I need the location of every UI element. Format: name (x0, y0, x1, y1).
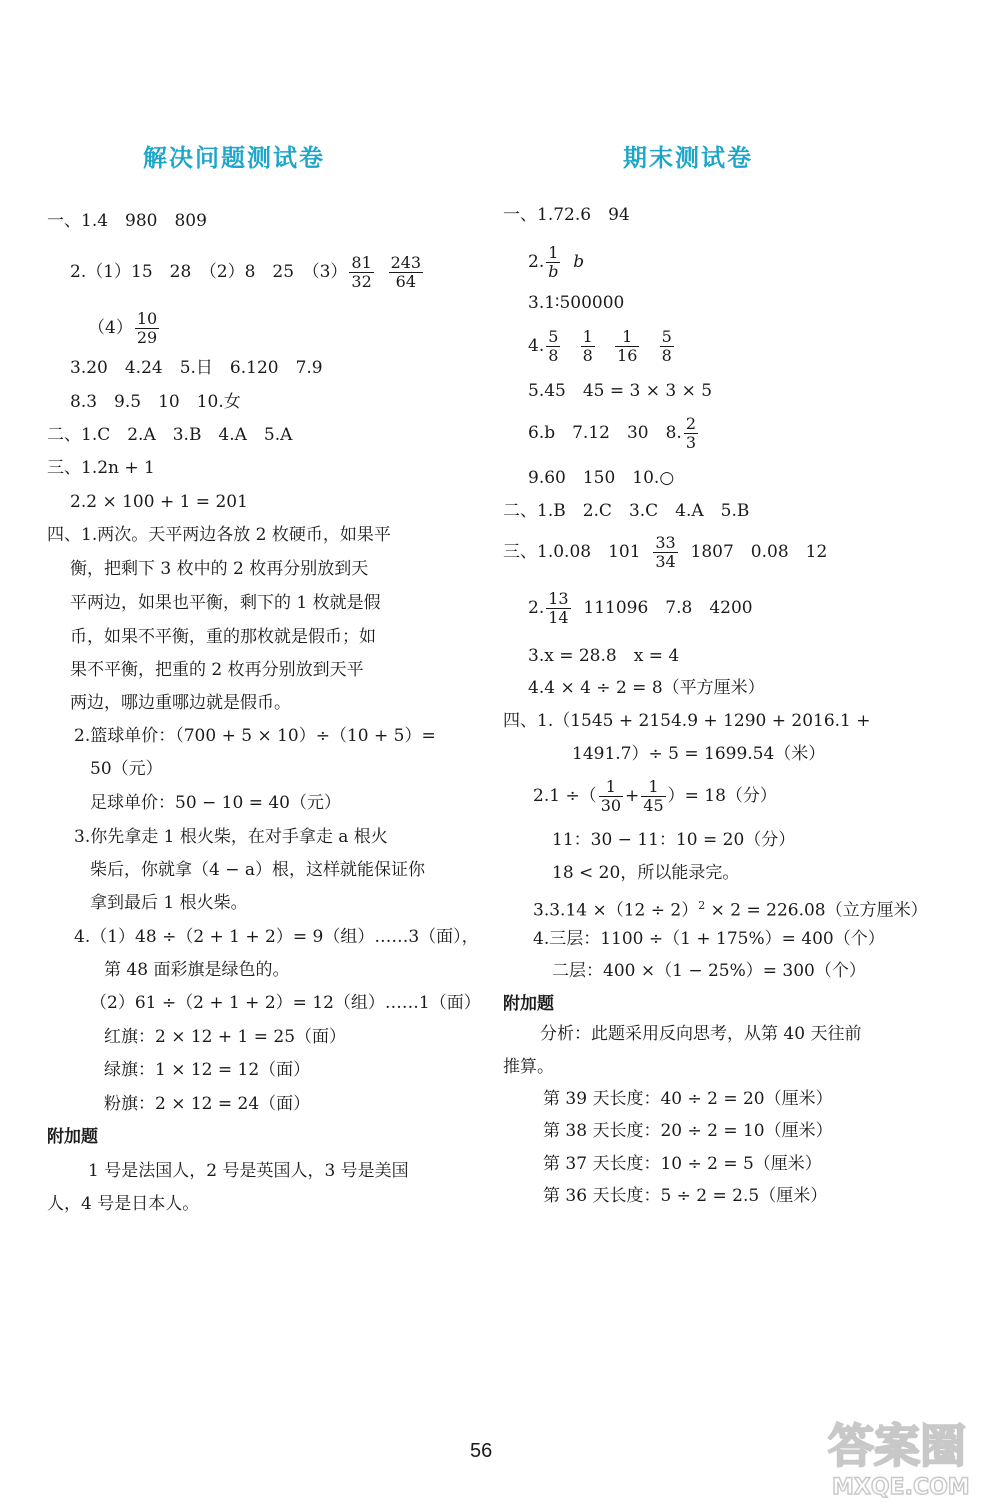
fraction-1-8: $\frac{1}{8}$ (582, 327, 593, 365)
watermark-logo (822, 1410, 992, 1502)
right-line-12: 4.4 × 4 ÷ 2 = 8（平方厘米） (528, 678, 765, 698)
right-line-23: 推算。 (503, 1057, 554, 1077)
right-line-24: 第 39 天长度：40 ÷ 2 = 20（厘米） (543, 1089, 833, 1109)
right-line-5: 5.45 45 = 3 × 3 × 5 (528, 381, 713, 401)
plus-sign: + (625, 786, 640, 806)
right-line-10-rest: 111096 7.8 4200 (583, 598, 753, 618)
right-line-6-text: 6.b 7.12 30 8. (528, 423, 682, 443)
left-line-17: 足球单价：50 − 10 = 40（元） (90, 793, 341, 813)
left-line-3 (88, 310, 161, 347)
watermark-text-cn: 答案圈 (828, 1419, 966, 1473)
right-line-2-var: b (573, 252, 585, 272)
right-section-title: 期末测试卷 (623, 143, 753, 172)
right-line-13: 四、1.（1545 + 2154.9 + 1290 + 2016.1 + (503, 711, 871, 731)
watermark-text-url: MXQE.COM (832, 1475, 970, 1500)
left-line-22: 第 48 面彩旗是绿色的。 (104, 960, 290, 980)
left-section-title: 解决问题测试卷 (143, 143, 325, 172)
left-line-15: 2.篮球单价：（700 + 5 × 10）÷（10 + 5）= (74, 726, 436, 746)
right-line-9-rest: 1807 0.08 12 (690, 542, 828, 562)
left-line-7: 三、1.2n + 1 (47, 458, 155, 478)
left-line-14: 两边，哪边重哪边就是假币。 (70, 693, 291, 713)
right-line-11: 3.x = 28.8 x = 4 (528, 646, 680, 666)
left-line-3-text: （4） (88, 318, 133, 338)
right-line-15 (533, 778, 777, 815)
right-line-22: 分析：此题采用反向思考，从第 40 天往前 (540, 1024, 862, 1044)
right-line-2-text: 2. (528, 252, 545, 272)
left-line-20: 拿到最后 1 根火柴。 (90, 893, 248, 913)
left-line-4: 3.20 4.24 5.日 6.120 7.9 (70, 358, 323, 378)
fraction-13-14: $\frac{13}{14}$ (548, 589, 569, 627)
fraction-5-8-second: $\frac{5}{8}$ (661, 327, 672, 365)
right-line-4-text: 4. (528, 336, 545, 356)
right-line-10-text: 2. (528, 598, 545, 618)
right-line-17: 18 < 20，所以能录完。 (552, 863, 740, 883)
right-line-2 (528, 244, 584, 281)
fraction-81-32: $\frac{81}{32}$ (351, 253, 372, 291)
left-line-5: 8.3 9.5 10 10.女 (70, 392, 241, 412)
right-bonus-heading: 附加题 (503, 994, 554, 1014)
left-line-23: （2）61 ÷（2 + 1 + 2）= 12（组）……1（面） (90, 993, 481, 1013)
right-line-25: 第 38 天长度：20 ÷ 2 = 10（厘米） (543, 1121, 833, 1141)
fraction-33-34: $\frac{33}{34}$ (655, 533, 676, 571)
left-line-21: 4.（1）48 ÷（2 + 1 + 2）= 9（组）……3（面）， (74, 927, 479, 947)
right-line-16: 11：30 − 11：10 = 20（分） (552, 830, 796, 850)
fraction-1-30: $\frac{1}{30}$ (600, 777, 622, 815)
fraction-243-64: $\frac{243}{64}$ (390, 253, 422, 291)
left-line-9: 四、1.两次。天平两边各放 2 枚硬币，如果平 (47, 525, 391, 545)
right-line-15-rest: ）= 18（分） (667, 786, 777, 806)
left-bonus-heading: 附加题 (47, 1127, 98, 1147)
left-line-24: 红旗：2 × 12 + 1 = 25（面） (104, 1027, 347, 1047)
left-line-6: 二、1.C 2.A 3.B 4.A 5.A (47, 425, 293, 445)
left-line-11: 平两边，如果也平衡，剩下的 1 枚就是假 (70, 593, 381, 613)
left-line-28: 1 号是法国人，2 号是英国人，3 号是美国 (88, 1161, 409, 1181)
right-line-26: 第 37 天长度：10 ÷ 2 = 5（厘米） (543, 1154, 822, 1174)
right-line-15-text: 2.1 ÷（ (533, 786, 597, 806)
fraction-1-b: $\frac{1}{b}$ (548, 243, 559, 281)
right-line-1: 一、1.72.6 94 (503, 205, 630, 225)
right-line-9 (503, 534, 827, 571)
fraction-1-45: $\frac{1}{45}$ (643, 777, 664, 815)
left-line-25: 绿旗：1 × 12 = 12（面） (104, 1060, 311, 1080)
left-line-10: 衡，把剩下 3 枚中的 2 枚再分别放到天 (70, 559, 369, 579)
right-line-14: 1491.7）÷ 5 = 1699.54（米） (572, 744, 826, 764)
page-number: 56 (470, 1440, 493, 1462)
left-line-18: 3.你先拿走 1 根火柴，在对手拿走 a 根火 (74, 827, 388, 847)
right-line-7: 9.60 150 10.○ (528, 468, 675, 488)
fraction-5-8: $\frac{5}{8}$ (548, 327, 559, 365)
right-line-27: 第 36 天长度：5 ÷ 2 = 2.5（厘米） (543, 1186, 828, 1206)
right-line-18-rest: × 2 = 226.08（立方厘米） (705, 900, 928, 921)
superscript-2: 2 (698, 899, 706, 912)
right-line-6 (528, 415, 700, 452)
left-line-1: 一、1.4 980 809 (47, 211, 207, 231)
left-line-8: 2.2 × 100 + 1 = 201 (70, 492, 248, 512)
left-line-2-text: 2.（1）15 28 （2）8 25 （3） (70, 262, 348, 282)
right-line-19: 4.三层：1100 ÷（1 + 175%）= 400（个） (533, 929, 885, 949)
left-line-13: 果不平衡，把重的 2 枚再分别放到天平 (70, 660, 364, 680)
right-line-4 (528, 328, 676, 365)
right-line-18 (533, 895, 928, 922)
left-line-2 (70, 254, 425, 291)
left-line-26: 粉旗：2 × 12 = 24（面） (104, 1094, 311, 1114)
right-line-9-text: 三、1.0.08 101 (503, 542, 641, 562)
left-line-29: 人，4 号是日本人。 (47, 1194, 200, 1214)
left-line-16: 50（元） (90, 759, 163, 779)
fraction-2-3: $\frac{2}{3}$ (685, 414, 696, 452)
left-line-19: 柴后，你就拿（4 − a）根，这样就能保证你 (90, 860, 426, 880)
right-line-8: 二、1.B 2.C 3.C 4.A 5.B (503, 501, 750, 521)
fraction-10-29: $\frac{10}{29}$ (136, 309, 158, 347)
right-line-20: 二层：400 ×（1 − 25%）= 300（个） (552, 961, 866, 981)
right-line-18-text: 3.3.14 ×（12 ÷ 2） (533, 900, 699, 921)
fraction-1-16: $\frac{1}{16}$ (617, 327, 638, 365)
right-line-3: 3.1∶500000 (528, 293, 625, 313)
left-line-12: 币，如果不平衡，重的那枚就是假币；如 (70, 627, 376, 647)
right-line-10 (528, 590, 753, 627)
